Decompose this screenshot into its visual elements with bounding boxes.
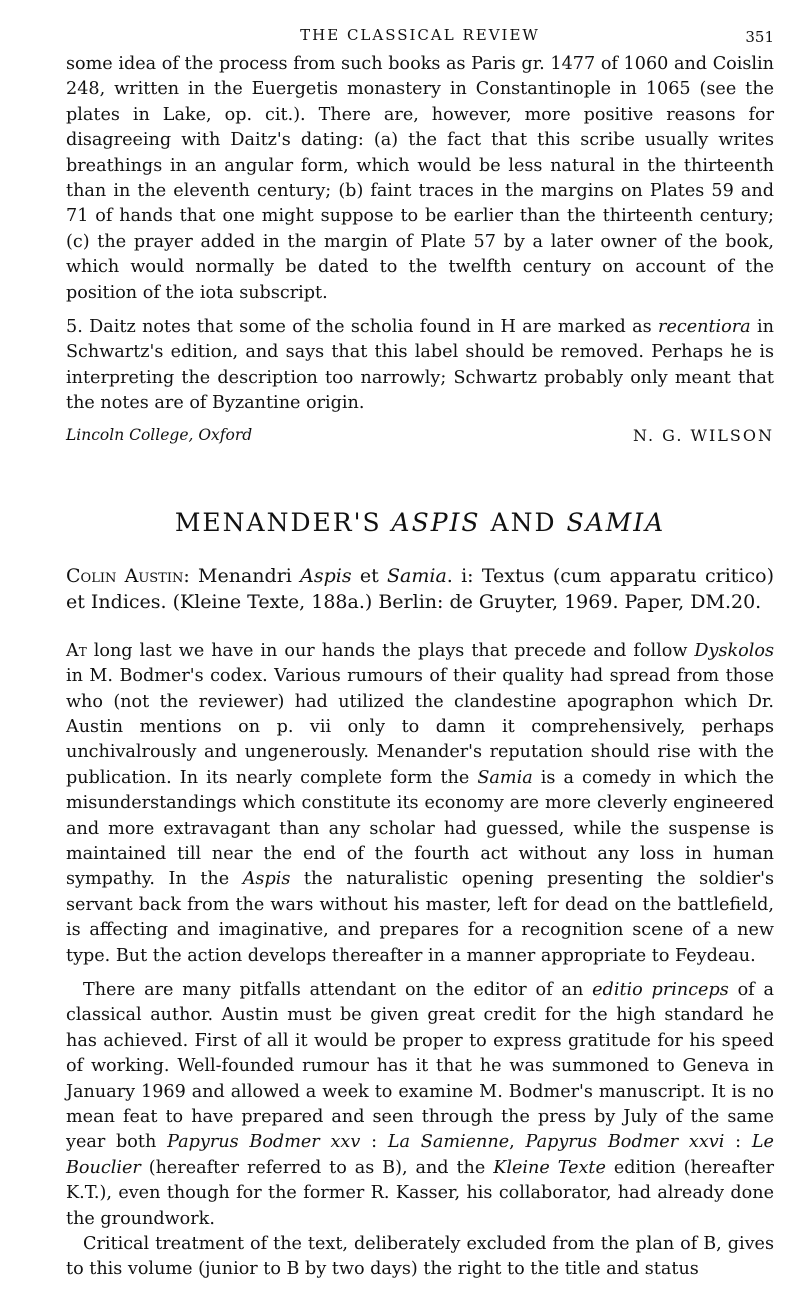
author-name: N. G. WILSON [633, 425, 774, 445]
signature [66, 426, 774, 445]
body-paragraph-2: There are many pitfalls attendant on the editor of an editio princeps of a classical author. Austin must be given great credit for the high standard he has achieved. First of all it would be proper to express gratitude for his speed of working. Well-founded rumour has it that he was summoned to Geneva in January 1969 and allowed a week to examine M. Bodmer's manuscript. It is no mean feat to have prepared and seen through the press by July of the same year both Papyrus Bodmer xxv : La Samienne, Papyrus Bodmer xxvi : Le Bouclier (hereafter referred to as B), and the Kleine Texte edition (hereafter K.T.), even though for the former R. Kasser, his collaborator, had already done the groundwork. [66, 979, 774, 1229]
book-author: Colin Austin [66, 564, 184, 587]
page-number: 351 [745, 28, 774, 46]
journal-title: THE CLASSICAL REVIEW [300, 26, 540, 44]
affiliation: Lincoln College, Oxford [66, 425, 253, 444]
body-paragraph-1: At long last we have in our hands the plays that precede and follow Dyskolos in M. Bodmer's codex. Various rumours of their quality had spread from those who (not the reviewer) had utilized the clandestine apographon which Dr. Austin mentions on p. vii only to damn it comprehensively, perhaps unchivalrously and ungenerously. Menander's reputation should rise with the publication. In its nearly complete form the Samia is a comedy in which the misunderstandings which constitute its economy are more cleverly engineered and more extravagant than any scholar had guessed, while the suspense is maintained till near the end of the fourth act without any loss in human sympathy. In the Aspis the naturalistic opening presenting the soldier's servant back from the wars without his master, left for dead on the battlefield, is affecting and imaginative, and prepares for a recognition scene of a new type. But the action develops thereafter in a manner appropriate to Feydeau. [66, 640, 775, 966]
body-paragraph-3: Critical treatment of the text, deliberately excluded from the plan of B, gives to this volume (junior to B by two days) the right to the title and status [66, 1234, 774, 1280]
running-head [66, 26, 774, 52]
page [66, 26, 774, 1283]
prev-article-paragraph-1: some idea of the process from such books as Paris gr. 1477 of 1060 and Coislin 248, written in the Euergetis monastery in Constantinople in 1065 (see the plates in Lake, op. cit.). There are, however, more positive reasons for disagreeing with Daitz's dating: (a) the fact that this scribe usually writes breathings in an angular form, which would be less natural in the thirteenth than in the eleventh century; (b) faint traces in the margins on Plates 59 and 71 of hands that one might suppose to be earlier than the thirteenth century; (c) the prayer added in the margin of Plate 57 by a later owner of the book, which would normally be dated to the twelfth century on account of the position of the iota subscript. [66, 54, 774, 303]
article-title: MENANDER'S ASPIS AND SAMIA [174, 507, 666, 537]
prev-article-paragraph-2: 5. Daitz notes that some of the scholia found in H are marked as recentiora in Schwartz's edition, and says that this label should be removed. Perhaps he is interpreting the description too narrowly; Schwartz probably only meant that the notes are of Byzantine origin. [66, 317, 774, 414]
book-citation: Colin Austin: Menandri Aspis et Samia. i: Textus (cum apparatu critico) et Indices. (Kleine Texte, 188a.) Berlin: de Gruyter, 1969. Paper, DM.20. [66, 564, 774, 613]
